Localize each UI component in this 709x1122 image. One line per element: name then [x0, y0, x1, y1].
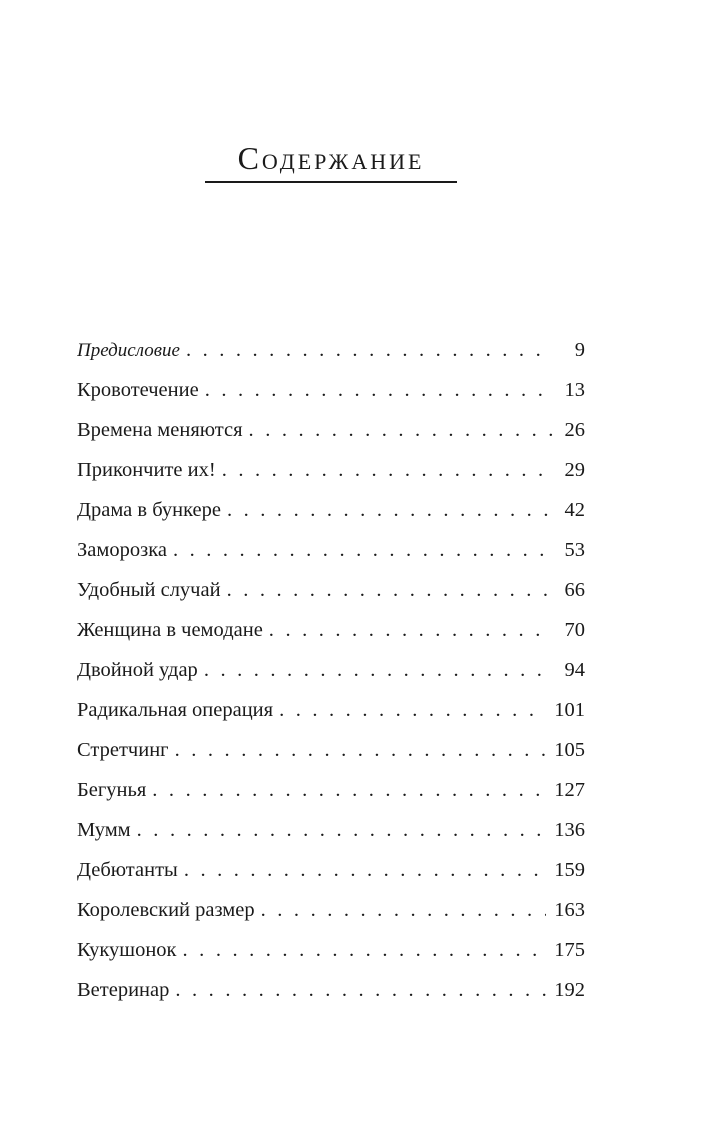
- toc-entry[interactable]: [77, 616, 585, 656]
- toc-entry-page: 42: [564, 499, 585, 521]
- toc-entry[interactable]: [77, 696, 585, 736]
- toc-entry-page: 53: [564, 539, 585, 561]
- toc-entry[interactable]: [77, 776, 585, 816]
- toc-entry[interactable]: [77, 496, 585, 536]
- toc-entry-page: 101: [554, 699, 585, 721]
- dot-leader: [175, 736, 547, 764]
- dot-leader: [227, 496, 553, 524]
- dot-leader: [137, 816, 547, 844]
- toc-entry-page: 105: [554, 739, 585, 761]
- dot-leader: [173, 536, 553, 564]
- toc-entry-title: Женщина в чемодане: [77, 619, 263, 641]
- dot-leader: [184, 856, 546, 884]
- toc-entry-page: 26: [564, 419, 585, 441]
- page-title: Содержание: [237, 140, 425, 176]
- dot-leader: [222, 456, 553, 484]
- toc-entry-title: Бегунья: [77, 779, 147, 801]
- dot-leader: [261, 896, 547, 924]
- dot-leader: [152, 776, 546, 804]
- toc-entry[interactable]: [77, 936, 585, 976]
- toc-entry[interactable]: [77, 536, 585, 576]
- toc-entry[interactable]: [77, 896, 585, 936]
- toc-entry-page: 66: [564, 579, 585, 601]
- toc-entry[interactable]: [77, 656, 585, 696]
- toc-entry[interactable]: [77, 736, 585, 776]
- dot-leader: [183, 936, 547, 964]
- toc-entry-title: Прикончите их!: [77, 459, 216, 481]
- dot-leader: [227, 576, 553, 604]
- toc-entry-page: 70: [564, 619, 585, 641]
- toc-entry-title: Времена меняются: [77, 419, 243, 441]
- toc-entry-title: Ветеринар: [77, 979, 170, 1001]
- toc-entry-page: 192: [554, 979, 585, 1001]
- toc-entry[interactable]: [77, 856, 585, 896]
- toc-entry-page: 163: [554, 899, 585, 921]
- toc-entry-title: Мумм: [77, 819, 131, 841]
- toc-entry-title: Кровотечение: [77, 379, 199, 401]
- toc-entry-page: 94: [564, 659, 585, 681]
- toc-entry[interactable]: [77, 576, 585, 616]
- toc-entry[interactable]: [77, 336, 585, 376]
- toc-entry-page: 9: [574, 339, 585, 361]
- toc-entry-page: 29: [564, 459, 585, 481]
- toc-entry[interactable]: [77, 456, 585, 496]
- dot-leader: [204, 656, 553, 684]
- dot-leader: [279, 696, 546, 724]
- toc-entry-title: Удобный случай: [77, 579, 221, 601]
- dot-leader: [186, 336, 553, 364]
- toc-entry-page: 136: [554, 819, 585, 841]
- dot-leader: [175, 976, 546, 1004]
- toc-entry-title: Стретчинг: [77, 739, 169, 761]
- toc-entry[interactable]: [77, 416, 585, 456]
- toc-entry-page: 159: [554, 859, 585, 881]
- toc-entry-title: Двойной удар: [77, 659, 198, 681]
- title-container: [205, 138, 457, 178]
- toc-entry-title: Кукушонок: [77, 939, 177, 961]
- toc-entry[interactable]: [77, 976, 585, 1016]
- table-of-contents: [77, 336, 585, 1016]
- toc-entry[interactable]: [77, 816, 585, 856]
- dot-leader: [205, 376, 553, 404]
- toc-entry-title: Предисловие: [77, 340, 180, 361]
- toc-entry-title: Королевский размер: [77, 899, 255, 921]
- dot-leader: [249, 416, 553, 444]
- dot-leader: [269, 616, 553, 644]
- toc-entry-title: Дебютанты: [77, 859, 178, 881]
- toc-entry-title: Радикальная операция: [77, 699, 274, 721]
- toc-entry-page: 13: [564, 379, 585, 401]
- title-underline: [205, 181, 457, 183]
- toc-entry[interactable]: [77, 376, 585, 416]
- toc-entry-title: Драма в бункере: [77, 499, 221, 521]
- toc-entry-page: 175: [554, 939, 585, 961]
- toc-entry-page: 127: [554, 779, 585, 801]
- toc-entry-title: Заморозка: [77, 539, 167, 561]
